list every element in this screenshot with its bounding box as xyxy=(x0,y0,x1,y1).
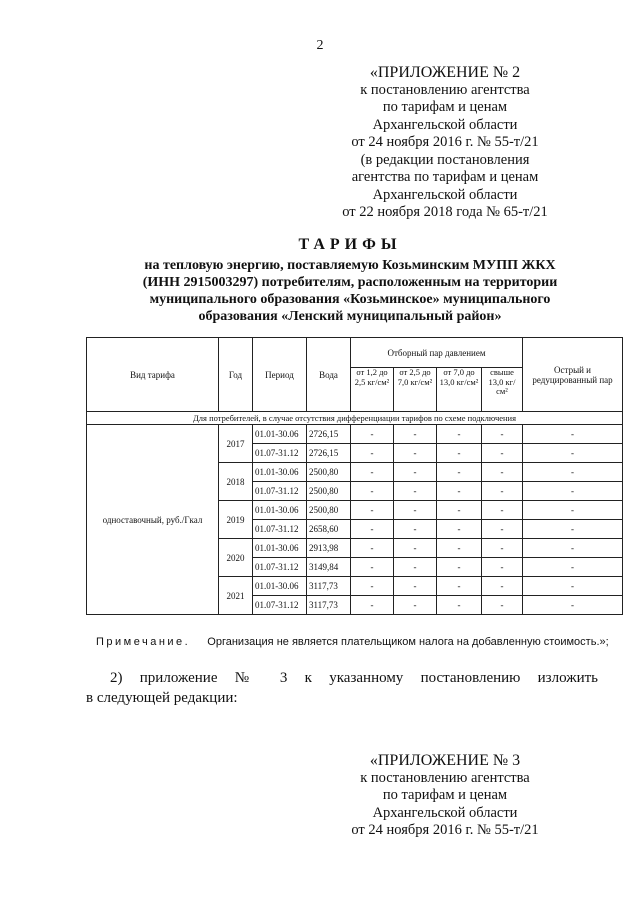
year-cell: 2020 xyxy=(219,539,253,577)
period-cell: 01.07-31.12 xyxy=(253,482,307,501)
appendix-line: Архангельской области xyxy=(372,116,518,133)
dash-cell: - xyxy=(394,463,437,482)
period-cell: 01.07-31.12 xyxy=(253,596,307,615)
dash-cell: - xyxy=(482,520,523,539)
water-cell: 2913,98 xyxy=(307,539,351,558)
header-sharp-steam: Острый и редуцированный пар xyxy=(523,338,623,412)
appendix-line: от 24 ноября 2016 г. № 55-т/21 xyxy=(351,822,539,838)
period-cell: 01.01-30.06 xyxy=(253,539,307,558)
dash-cell: - xyxy=(482,558,523,577)
dash-cell: - xyxy=(351,520,394,539)
dash-cell: - xyxy=(482,482,523,501)
consumer-group-row: Для потребителей, в случае отсутствия дифференциации тарифов по схеме подключения xyxy=(87,412,623,425)
dash-cell: - xyxy=(482,596,523,615)
appendix-line: Архангельской области xyxy=(372,186,518,203)
dash-cell: - xyxy=(351,539,394,558)
appendix-line: «ПРИЛОЖЕНИЕ № 2 xyxy=(369,64,521,81)
dash-cell: - xyxy=(523,482,623,501)
tariff-type-cell: одноставочный, руб./Гкал xyxy=(87,425,219,615)
dash-cell: - xyxy=(523,558,623,577)
dash-cell: - xyxy=(437,539,482,558)
dash-cell: - xyxy=(482,463,523,482)
dash-cell: - xyxy=(523,577,623,596)
dash-cell: - xyxy=(351,501,394,520)
dash-cell: - xyxy=(351,463,394,482)
period-cell: 01.01-30.06 xyxy=(253,577,307,596)
appendix-line: по тарифам и ценам xyxy=(382,99,508,115)
dash-cell: - xyxy=(482,501,523,520)
subtitle-line: муниципального образования «Козьминское» муниципального xyxy=(149,292,551,307)
table-row xyxy=(87,425,623,444)
dash-cell: - xyxy=(351,425,394,444)
period-cell: 01.07-31.12 xyxy=(253,444,307,463)
dash-cell: - xyxy=(394,444,437,463)
period-cell: 01.01-30.06 xyxy=(253,425,307,444)
dash-cell: - xyxy=(394,482,437,501)
subtitle-line: образования «Ленский муниципальный район» xyxy=(198,309,502,324)
document-title: ТАРИФЫ xyxy=(298,236,402,253)
appendix-line: по тарифам и ценам xyxy=(382,787,508,803)
water-cell: 3149,84 xyxy=(307,558,351,577)
appendix-line: к постановлению агентства xyxy=(360,769,530,786)
appendix-3-header xyxy=(320,752,570,840)
appendix-2-header xyxy=(320,64,570,222)
period-cell: 01.07-31.12 xyxy=(253,520,307,539)
header-steam-3: от 7,0 до 13,0 кг/см² xyxy=(437,368,482,412)
header-steam-2: от 2,5 до 7,0 кг/см² xyxy=(394,368,437,412)
paragraph-line: в следующей редакции: xyxy=(86,690,238,706)
note-label: Примечание. xyxy=(96,636,191,648)
appendix-line: к постановлению агентства xyxy=(360,81,530,98)
water-cell: 2726,15 xyxy=(307,444,351,463)
appendix-line: Архангельской области xyxy=(372,804,518,821)
water-cell: 2500,80 xyxy=(307,482,351,501)
dash-cell: - xyxy=(482,444,523,463)
paragraph-line: 2) приложение № 3 к указанному постановлению изложить xyxy=(110,670,598,686)
tariffs-table xyxy=(86,337,623,615)
dash-cell: - xyxy=(394,539,437,558)
header-tariff-type: Вид тарифа xyxy=(87,338,219,412)
appendix-line: «ПРИЛОЖЕНИЕ № 3 xyxy=(369,752,521,769)
dash-cell: - xyxy=(482,425,523,444)
dash-cell: - xyxy=(437,501,482,520)
dash-cell: - xyxy=(482,539,523,558)
header-steam-4: свыше 13,0 кг/см² xyxy=(482,368,523,412)
period-cell: 01.01-30.06 xyxy=(253,463,307,482)
year-cell: 2021 xyxy=(219,577,253,615)
water-cell: 3117,73 xyxy=(307,577,351,596)
dash-cell: - xyxy=(523,539,623,558)
subtitle-line: (ИНН 2915003297) потребителям, расположенным на территории xyxy=(142,275,558,290)
water-cell: 2726,15 xyxy=(307,425,351,444)
dash-cell: - xyxy=(523,444,623,463)
dash-cell: - xyxy=(394,425,437,444)
water-cell: 3117,73 xyxy=(307,596,351,615)
dash-cell: - xyxy=(394,596,437,615)
dash-cell: - xyxy=(351,444,394,463)
page-number: 2 xyxy=(316,38,324,53)
period-cell: 01.07-31.12 xyxy=(253,558,307,577)
dash-cell: - xyxy=(437,463,482,482)
dash-cell: - xyxy=(394,520,437,539)
dash-cell: - xyxy=(523,463,623,482)
dash-cell: - xyxy=(523,501,623,520)
dash-cell: - xyxy=(437,558,482,577)
dash-cell: - xyxy=(523,596,623,615)
header-steam-1: от 1,2 до 2,5 кг/см² xyxy=(351,368,394,412)
dash-cell: - xyxy=(351,558,394,577)
subtitle-line: на тепловую энергию, поставляемую Козьминским МУПП ЖКХ xyxy=(144,258,556,273)
dash-cell: - xyxy=(523,425,623,444)
water-cell: 2658,60 xyxy=(307,520,351,539)
dash-cell: - xyxy=(394,558,437,577)
period-cell: 01.01-30.06 xyxy=(253,501,307,520)
dash-cell: - xyxy=(437,444,482,463)
year-cell: 2019 xyxy=(219,501,253,539)
dash-cell: - xyxy=(482,577,523,596)
dash-cell: - xyxy=(437,577,482,596)
header-steam: Отборный пар давлением xyxy=(351,338,523,368)
year-cell: 2017 xyxy=(219,425,253,463)
appendix-line: агентства по тарифам и ценам xyxy=(351,169,539,185)
table-note xyxy=(96,636,636,648)
dash-cell: - xyxy=(437,482,482,501)
dash-cell: - xyxy=(394,577,437,596)
header-water: Вода xyxy=(307,338,351,412)
note-text: Организация не является плательщиком налога на добавленную стоимость.»; xyxy=(207,636,609,648)
water-cell: 2500,80 xyxy=(307,463,351,482)
appendix-line: (в редакции постановления xyxy=(360,151,530,168)
dash-cell: - xyxy=(351,482,394,501)
dash-cell: - xyxy=(351,577,394,596)
header-year: Год xyxy=(219,338,253,412)
dash-cell: - xyxy=(523,520,623,539)
amendment-paragraph xyxy=(86,668,598,708)
dash-cell: - xyxy=(437,425,482,444)
appendix-line: от 24 ноября 2016 г. № 55-т/21 xyxy=(351,134,539,150)
dash-cell: - xyxy=(437,520,482,539)
dash-cell: - xyxy=(351,596,394,615)
year-cell: 2018 xyxy=(219,463,253,501)
appendix-line: от 22 ноября 2018 года № 65-т/21 xyxy=(342,204,548,220)
header-period: Период xyxy=(253,338,307,412)
dash-cell: - xyxy=(437,596,482,615)
document-title-block xyxy=(90,236,610,325)
water-cell: 2500,80 xyxy=(307,501,351,520)
dash-cell: - xyxy=(394,501,437,520)
